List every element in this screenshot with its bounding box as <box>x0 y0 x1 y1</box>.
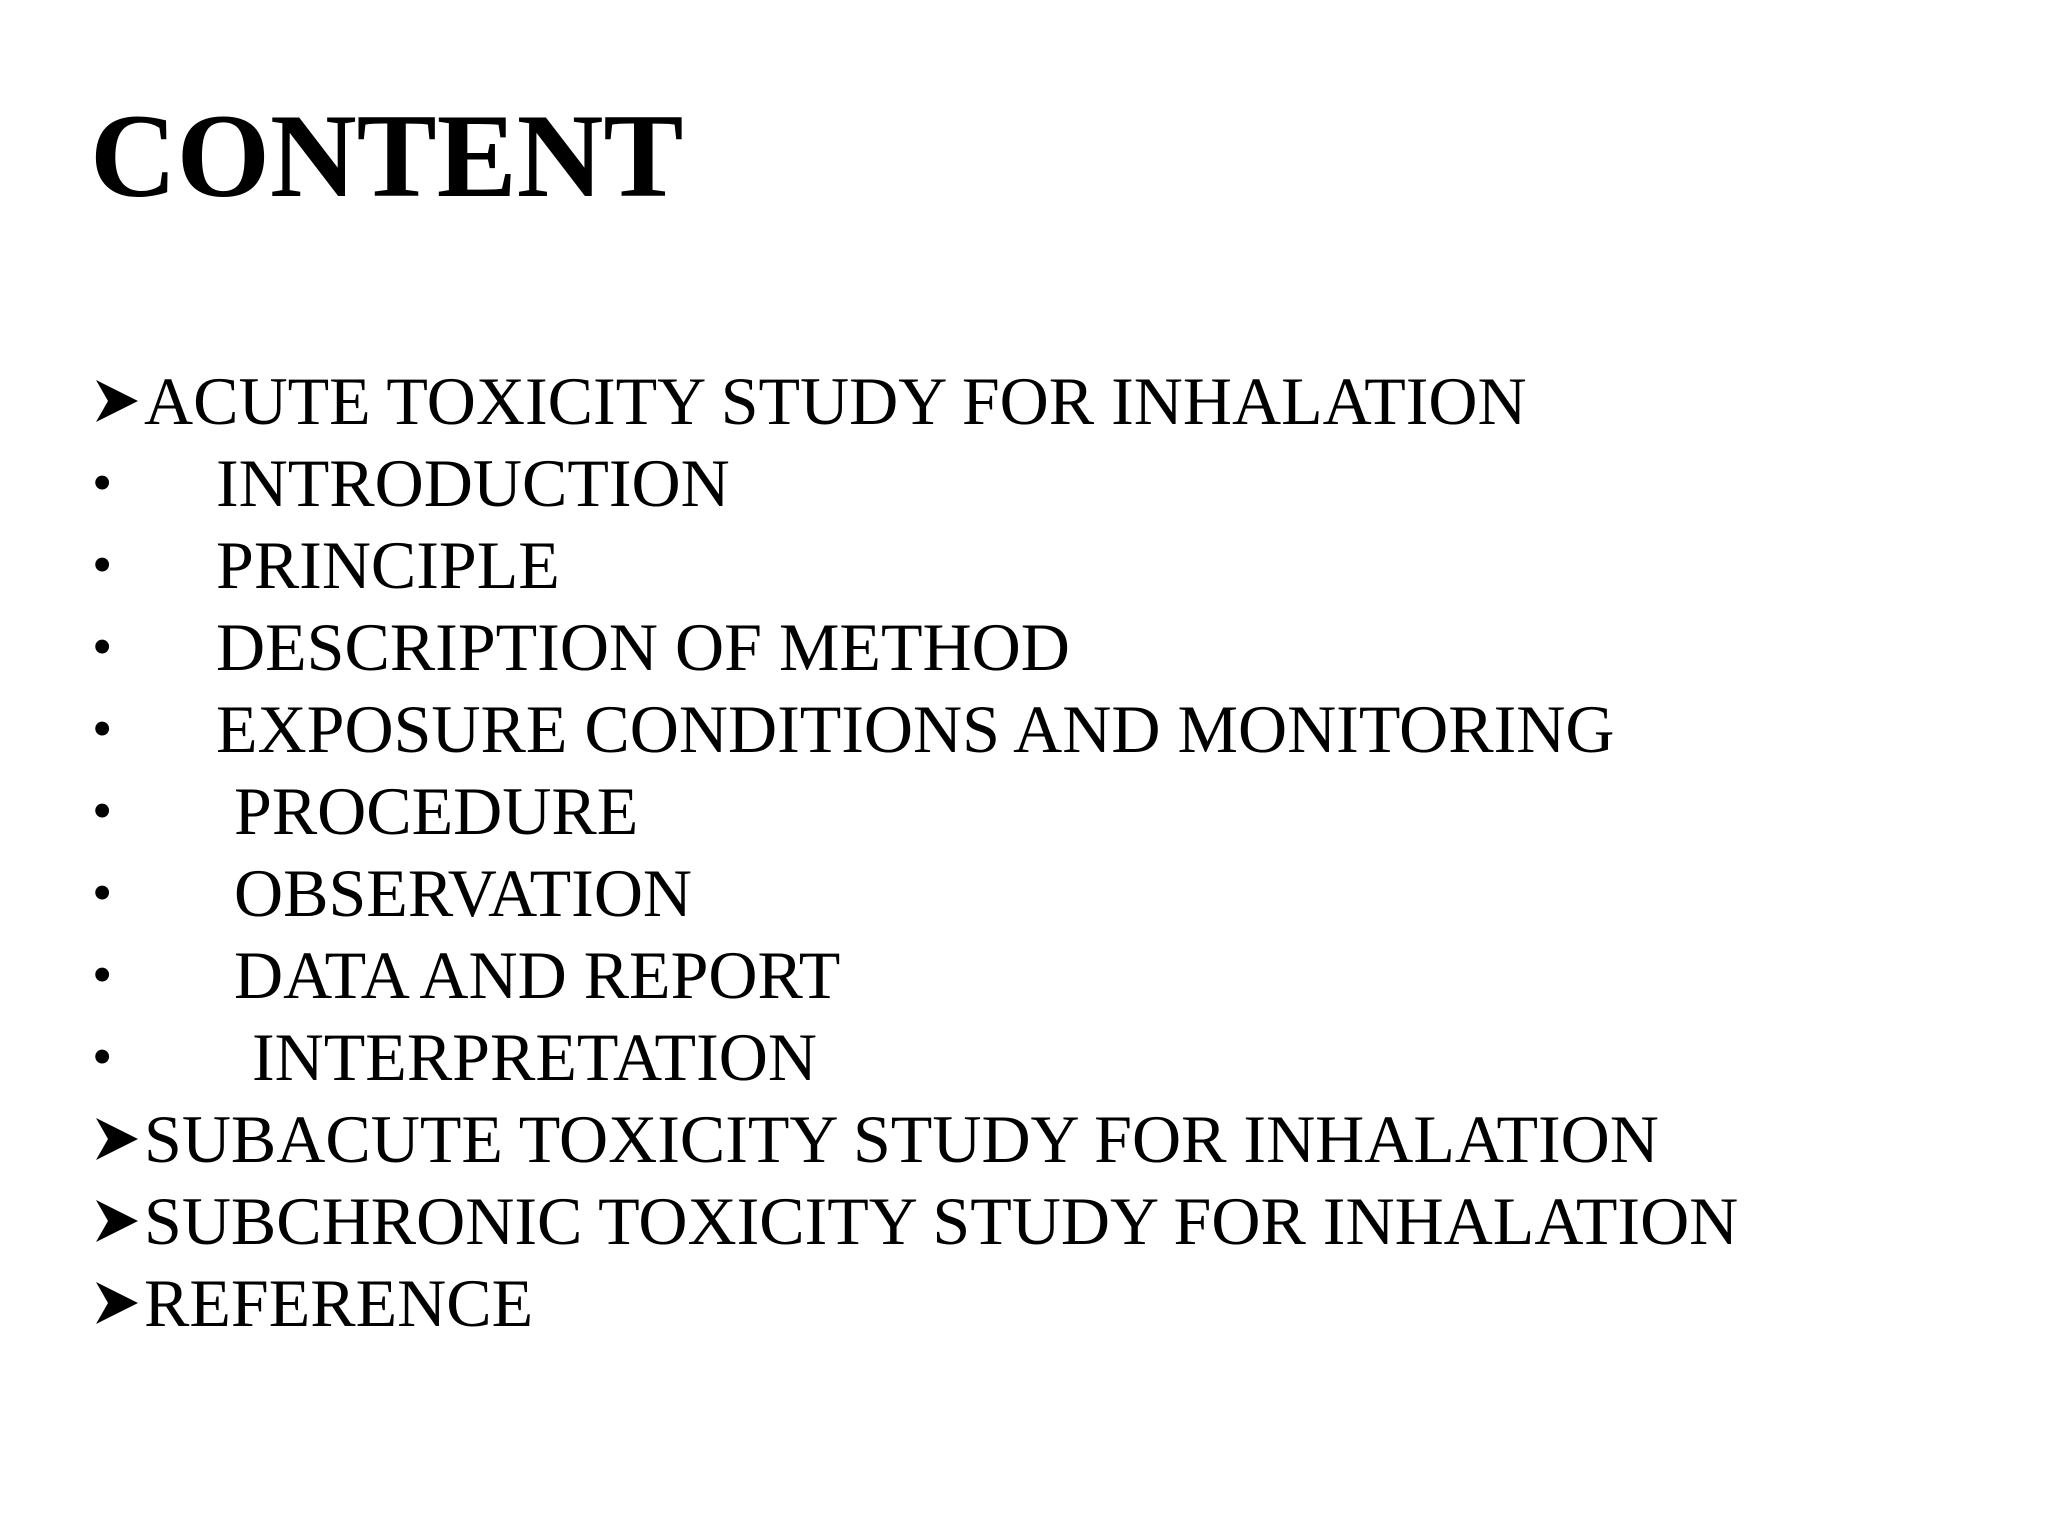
list-item-label: SUBACUTE TOXICITY STUDY FOR INHALATION <box>144 1101 1659 1177</box>
list-item-label: REFERENCE <box>144 1265 534 1341</box>
arrow-bullet-icon <box>92 1098 144 1180</box>
bullet-icon: • <box>92 696 113 761</box>
bullet-icon: • <box>92 1024 113 1089</box>
bullet-icon: • <box>92 778 113 843</box>
list-item-label: OBSERVATION <box>234 855 693 931</box>
bullet-icon: • <box>92 614 113 679</box>
arrow-bullet-icon <box>92 1180 144 1262</box>
list-item-label: INTERPRETATION <box>252 1019 817 1095</box>
list-item-label: DESCRIPTION OF METHOD <box>216 609 1070 685</box>
list-item-label: ACUTE TOXICITY STUDY FOR INHALATION <box>144 363 1527 439</box>
list-item-label: PRINCIPLE <box>216 527 560 603</box>
list-item-label: SUBCHRONIC TOXICITY STUDY FOR INHALATION <box>144 1183 1739 1259</box>
slide-title: CONTENT <box>90 89 684 222</box>
bullet-icon: • <box>92 860 113 925</box>
bullet-icon: • <box>92 450 113 515</box>
list-item-label: EXPOSURE CONDITIONS AND MONITORING <box>216 691 1615 767</box>
bullet-icon: • <box>92 942 113 1007</box>
arrow-bullet-icon <box>92 1262 144 1344</box>
arrow-bullet-icon <box>92 360 144 442</box>
bullet-icon: • <box>92 532 113 597</box>
list-item-label: DATA AND REPORT <box>234 937 841 1013</box>
list-item-label: INTRODUCTION <box>216 445 730 521</box>
list-item-label: PROCEDURE <box>234 773 639 849</box>
